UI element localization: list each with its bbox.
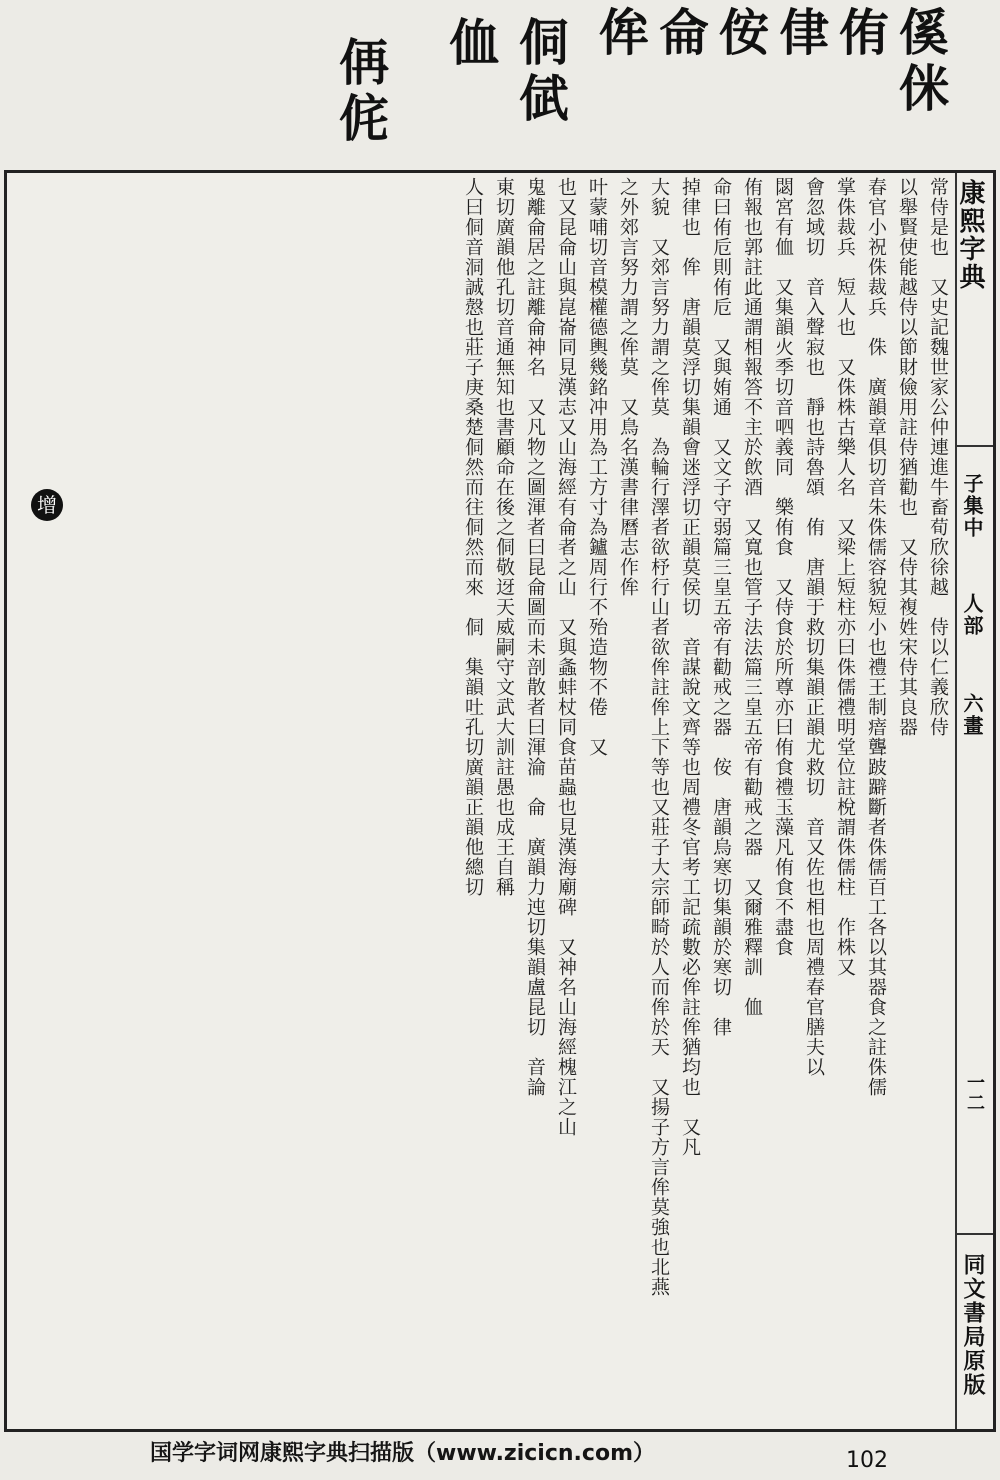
text-column: 之外郊言努力謂之侔莫 又鳥名漢書律曆志作侔 — [617, 177, 639, 597]
text-column: 常侍是也 又史記魏世家公仲連進牛畜荀欣徐越 侍以仁義欣侍 — [927, 177, 949, 737]
seal-glyph: 侎 — [899, 59, 949, 118]
text-column: 會忽域切 音入聲寂也 靜也詩魯頌 侑 唐韻于救切集韻正韻尤救切 音又佐也相也周禮春官膳夫以 — [803, 177, 825, 1077]
text-column: 人曰侗音洞誠慤也莊子庚桑楚侗然而往侗然而來 侗 集韻吐孔切廣韻正韻他總切 — [462, 177, 484, 897]
running-header — [955, 173, 993, 1429]
text-column: 也又昆侖山與崑崙同見漢志又山海經有侖者之山 又與螽蚌杖同食苗蟲也見漢海廟碑 又神名山海經槐江之山 — [555, 177, 577, 1137]
seal-glyph: 傒 — [899, 3, 949, 62]
text-column: 命曰侑卮則侑卮 又與姷通 又文子守弱篇三皇五帝有勸戒之器 侒 唐韻烏寒切集韻於寒切 律 — [710, 177, 732, 1037]
text-column: 掉律也 侔 唐韻莫浮切集韻會迷浮切正韻莫侯切 音謀說文齊等也周禮冬官考工記疏數必侔註侔猶均也 又凡 — [679, 177, 701, 1157]
seal-glyph: 侢 — [339, 33, 389, 92]
seal-script-headings — [316, 3, 956, 166]
seal-glyph: 侖 — [659, 3, 709, 62]
source-caption: 国学字词网康熙字典扫描版（www.zicicn.com） — [150, 1441, 655, 1466]
stroke-count-label: 六畫 — [960, 693, 984, 737]
seal-glyph: 侔 — [599, 3, 649, 62]
text-column: 閟宮有侐 又集韻火季切音呬義同 樂侑食 又侍食於所尊亦曰侑食禮玉藻凡侑食不盡食 — [772, 177, 794, 957]
volume-label: 子集中 — [960, 473, 984, 539]
seal-glyph: 侂 — [339, 89, 389, 148]
leaf-number: 一二 — [964, 1073, 985, 1113]
seal-glyph: 侐 — [449, 13, 499, 72]
publisher-label: 同文書局原版 — [960, 1253, 986, 1397]
header-divider — [955, 173, 957, 1429]
text-column: 春官小祝侏裁兵 侏 廣韻章俱切音朱侏儒容貌短小也禮王制瘖聾跛躃斷者侏儒百工各以其器食之註侏儒 — [865, 177, 887, 1097]
text-column: 以舉賢使能越侍以節財儉用註侍猶勸也 又侍其複姓宋侍其良器 — [896, 177, 918, 737]
text-column: 侑報也郭註此通謂相報答不主於飲酒 又寬也管子法法篇三皇五帝有勸戒之器 又爾雅釋訓 侐 — [741, 177, 763, 1017]
text-column: 大貌 又郊言努力謂之侔莫 為輪行澤者欲杼行山者欲侔註侔上下等也又莊子大宗師畸於人而侔於天 又揚子方言侔莫強也北燕 — [648, 177, 670, 1297]
seal-glyph: 侑 — [839, 3, 889, 62]
book-title: 康熙字典 — [955, 179, 985, 291]
text-column: 叶蒙哺切音模權德輿幾銘冲用為工方寸為鑪周行不殆造物不倦 又 — [586, 177, 608, 757]
text-column: 東切廣韻他孔切音通無知也書顧命在後之侗敬迓天威嗣守文武大訓註愚也成王自稱 — [493, 177, 515, 897]
radical-label: 人部 — [960, 593, 984, 637]
text-column: 鬼離侖居之註離侖神名 又凡物之圖渾者曰昆侖圖而未剖散者曰渾淪 侖 廣韻力迍切集韻盧昆切 音論 — [524, 177, 546, 1097]
main-frame — [4, 170, 996, 1432]
seal-glyph: 侒 — [719, 3, 769, 62]
dictionary-entries — [13, 177, 953, 1427]
page-number: 102 — [846, 1448, 888, 1473]
added-entry-marker: 增 — [31, 489, 63, 521]
seal-glyph: 倵 — [519, 69, 569, 128]
text-column: 掌侏裁兵 短人也 又侏株古樂人名 又梁上短柱亦曰侏儒禮明堂位註梲謂侏儒柱 作株又 — [834, 177, 856, 977]
seal-glyph: 侓 — [779, 3, 829, 62]
seal-glyph: 侗 — [519, 13, 569, 72]
